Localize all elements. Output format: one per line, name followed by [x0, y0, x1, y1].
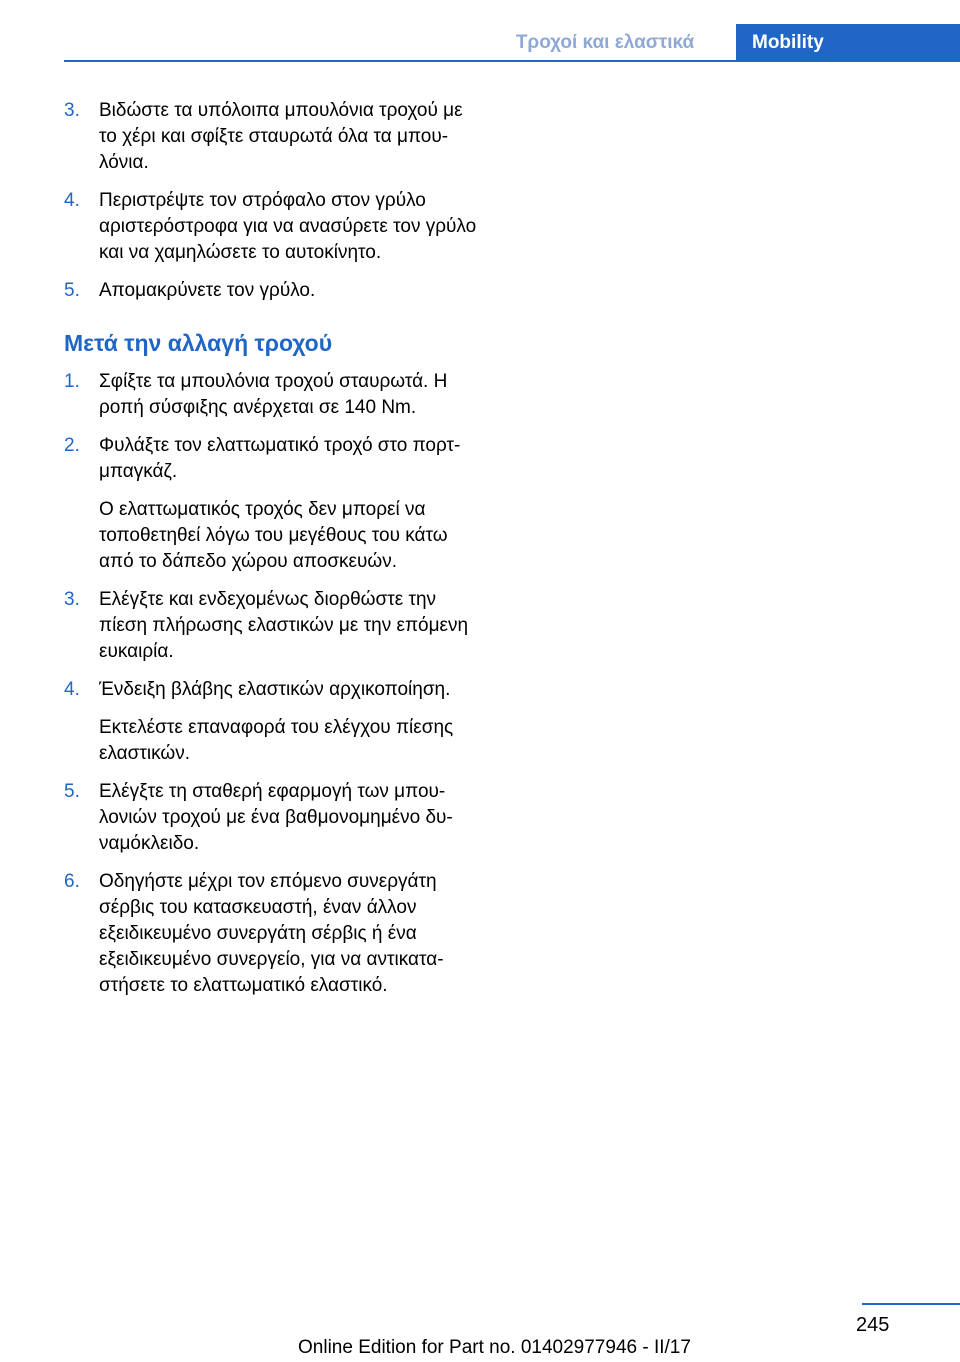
list-item	[64, 587, 484, 665]
list-item	[64, 278, 484, 304]
step-number: 4.	[64, 190, 80, 211]
main-content	[64, 98, 484, 1011]
step-text: Σφίξτε τα μπουλόνια τροχού σταυρωτά. Η ροπή σύσφιξης ανέρχεται σε 140 Nm.	[99, 371, 448, 418]
page-number: 245	[856, 1314, 890, 1336]
step-text: Οδηγήστε μέχρι τον επόμενο συνεργάτη σέρβις του κατασκευαστή, έναν άλλον εξειδικευμένο συνεργάτη σέρβις ή ένα εξειδικευμένο συνεργείο, για να αντικατα‐στήσετε το ελαττωματικό ελαστικό.	[99, 871, 444, 996]
step-number: 5.	[64, 280, 80, 301]
step-note: Ο ελαττωματικός τροχός δεν μπορεί να τοποθετηθεί λόγω του μεγέθους του κάτω από το δάπεδο χώρου αποσκευών.	[99, 499, 448, 572]
footer-edition: Online Edition for Part no. 01402977946 - II/17	[298, 1337, 691, 1358]
list-item	[64, 677, 484, 767]
header-rule	[64, 60, 960, 62]
page-number-rule	[862, 1303, 960, 1305]
step-number: 1.	[64, 371, 80, 392]
step-number: 2.	[64, 435, 80, 456]
step-text: Ένδειξη βλάβης ελαστικών αρχικοποίηση.	[99, 679, 451, 700]
list-item	[64, 779, 484, 857]
section-heading: Μετά την αλλαγή τροχού	[64, 330, 333, 356]
list-item	[64, 98, 484, 176]
step-number: 3.	[64, 100, 80, 121]
header-section-title: Τροχοί και ελαστικά	[515, 32, 695, 53]
list-item	[64, 869, 484, 999]
list-item	[64, 433, 484, 575]
step-text: Βιδώστε τα υπόλοιπα μπουλόνια τροχού με το χέρι και σφίξτε σταυρωτά όλα τα μπου‐λόνια.	[99, 100, 463, 173]
step-text: Απομακρύνετε τον γρύλο.	[99, 280, 316, 301]
steps-list-after	[64, 369, 484, 999]
step-number: 4.	[64, 679, 80, 700]
page-header	[0, 24, 960, 61]
step-text: Περιστρέψτε τον στρόφαλο στον γρύλο αριστερόστροφα για να ανασύρετε τον γρύλο και να χαμηλώσετε το αυτοκίνητο.	[99, 190, 477, 263]
header-chapter-title: Mobility	[736, 24, 960, 61]
steps-list-before	[64, 98, 484, 304]
step-text: Ελέγξτε και ενδεχομένως διορθώστε την πίεση πλήρωσης ελαστικών με την επόμενη ευκαιρία.	[99, 589, 469, 662]
list-item	[64, 188, 484, 266]
step-note: Εκτελέστε επαναφορά του ελέγχου πίεσης ελαστικών.	[99, 717, 454, 764]
step-number: 3.	[64, 589, 80, 610]
list-item	[64, 369, 484, 421]
step-text: Φυλάξτε τον ελαττωματικό τροχό στο πορτ-μπαγκάζ.	[99, 435, 461, 482]
step-number: 6.	[64, 871, 80, 892]
step-text: Ελέγξτε τη σταθερή εφαρμογή των μπου‐λονιών τροχού με ένα βαθμονομημένο δυ‐ναμόκλειδο.	[99, 781, 453, 854]
step-number: 5.	[64, 781, 80, 802]
